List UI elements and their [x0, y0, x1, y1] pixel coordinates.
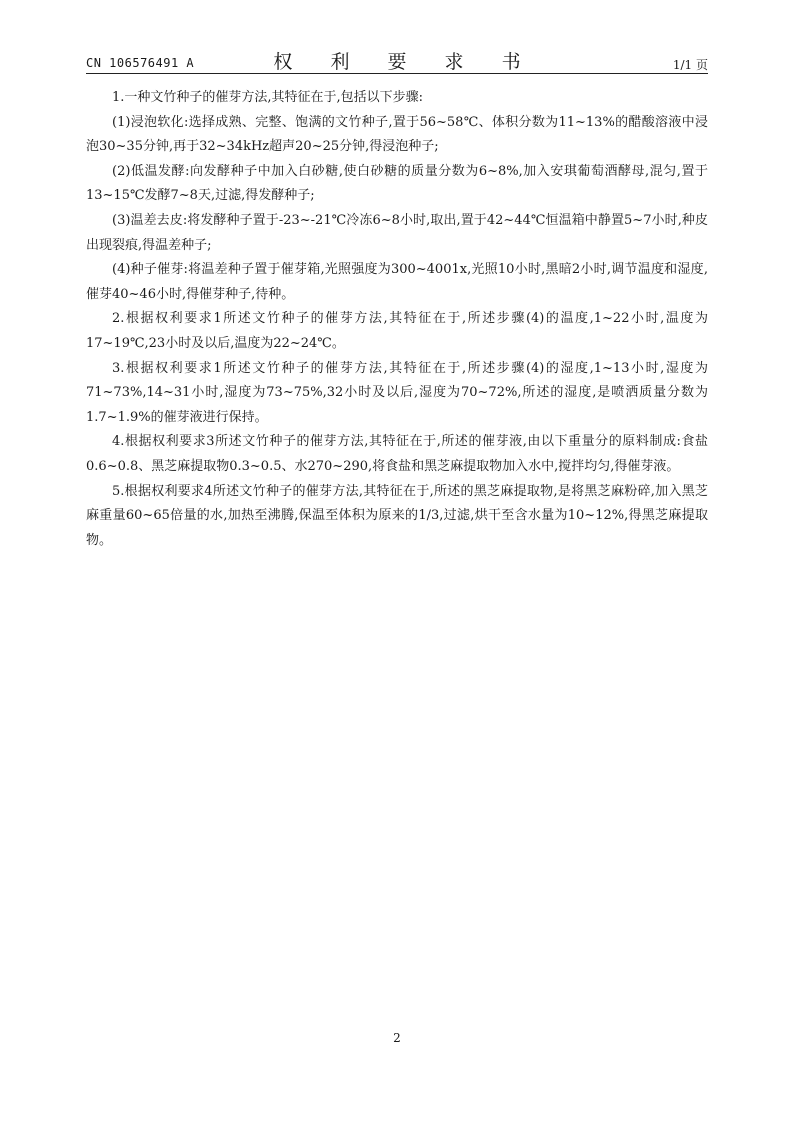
header-divider — [86, 73, 708, 74]
claim-1-step-1: (1)浸泡软化:选择成熟、完整、饱满的文竹种子,置于56~58℃、体积分数为11~13%的醋酸溶液中浸泡30~35分钟,再于32~34kHz超声20~25分钟,得浸泡种子; — [86, 114, 708, 155]
publication-number: CN 106576491 A — [86, 56, 195, 70]
claim-4: 4.根据权利要求3所述文竹种子的催芽方法,其特征在于,所述的催芽液,由以下重量分的原料制成:食盐0.6~0.8、黑芝麻提取物0.3~0.5、水270~290,将食盐和黑芝麻提取物加入水中,搅拌均匀,得催芽液。 — [86, 434, 708, 474]
claim-1-step-3: (3)温差去皮:将发酵种子置于-23~-21℃冷冻6~8小时,取出,置于42~44℃恒温箱中静置5~7小时,种皮出现裂痕,得温差种子; — [86, 212, 708, 253]
page-header — [86, 44, 708, 74]
page-number: 2 — [393, 1031, 401, 1045]
page-count: 1/1 页 — [672, 58, 708, 72]
document-title: 权 利 要 求 书 — [273, 51, 537, 73]
claim-1-step-4: (4)种子催芽:将温差种子置于催芽箱,光照强度为300~4001x,光照10小时,黑暗2小时,调节温度和湿度,催芽40~46小时,得催芽种子,待种。 — [86, 262, 708, 302]
claim-1-step-2: (2)低温发酵:向发酵种子中加入白砂糖,使白砂糖的质量分数为6~8%,加入安琪葡萄酒酵母,混匀,置于13~15℃发酵7~8天,过滤,得发酵种子; — [86, 163, 708, 204]
claim-3: 3.根据权利要求1所述文竹种子的催芽方法,其特征在于,所述步骤(4)的湿度,1~13小时,湿度为71~73%,14~31小时,湿度为73~75%,32小时及以后,湿度为70~72%,所述的湿度,是喷洒质量分数为1.7~1.9%的催芽液进行保持。 — [86, 360, 708, 425]
claim-5: 5.根据权利要求4所述文竹种子的催芽方法,其特征在于,所述的黑芝麻提取物,是将黑芝麻粉碎,加入黑芝麻重量60~65倍量的水,加热至沸腾,保温至体积为原来的1/3,过滤,烘干至含水量为10~12%,得黑芝麻提取物。 — [86, 483, 708, 548]
claims-body — [86, 86, 708, 553]
claim-2: 2.根据权利要求1所述文竹种子的催芽方法,其特征在于,所述步骤(4)的温度,1~22小时,温度为17~19℃,23小时及以后,温度为22~24℃。 — [86, 311, 708, 351]
claim-1-intro: 1.一种文竹种子的催芽方法,其特征在于,包括以下步骤: — [112, 90, 424, 105]
